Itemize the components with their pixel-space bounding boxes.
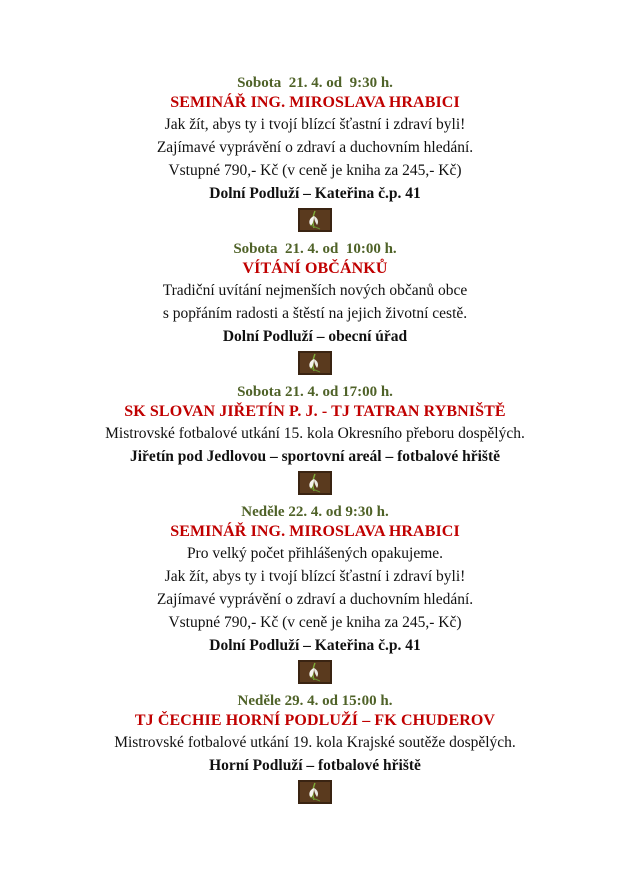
event-4 [0, 503, 630, 692]
event-title: SEMINÁŘ ING. MIROSLAVA HRABICI [170, 523, 460, 540]
separator [0, 348, 630, 383]
snowdrop-flower-icon [298, 780, 332, 804]
event-description-line: Zajímavé vyprávění o zdraví a duchovním hledání. [156, 139, 474, 156]
snowdrop-flower-icon [298, 660, 332, 684]
event-description-line: Jak žít, abys ty i tvojí blízcí šťastní i zdraví byli! [164, 568, 466, 585]
event-1 [0, 74, 630, 240]
event-date: Sobota 21. 4. od 10:00 h. [233, 241, 397, 257]
event-description-line: Zajímavé vyprávění o zdraví a duchovním hledání. [156, 591, 474, 608]
separator [0, 657, 630, 692]
event-5 [0, 692, 630, 812]
event-place: Jiřetín pod Jedlovou – sportovní areál – fotbalové hřiště [130, 448, 500, 465]
separator [0, 468, 630, 503]
event-place: Horní Podluží – fotbalové hřiště [209, 757, 421, 774]
snowdrop-flower-icon [298, 208, 332, 232]
event-3 [0, 383, 630, 503]
event-description-line: Vstupné 790,- Kč (v ceně je kniha za 245,- Kč) [168, 162, 462, 179]
event-description-line: Pro velký počet přihlášených opakujeme. [186, 545, 444, 562]
event-title: TJ ČECHIE HORNÍ PODLUŽÍ – FK CHUDEROV [134, 712, 496, 729]
snowdrop-flower-icon [298, 471, 332, 495]
event-date: Neděle 29. 4. od 15:00 h. [237, 693, 393, 709]
event-description-line: Mistrovské fotbalové utkání 19. kola Krajské soutěže dospělých. [114, 734, 516, 751]
event-date: Sobota 21. 4. od 9:30 h. [237, 75, 393, 91]
events-document [0, 74, 630, 812]
event-title: SEMINÁŘ ING. MIROSLAVA HRABICI [170, 94, 460, 111]
event-description-line: Jak žít, abys ty i tvojí blízcí šťastní i zdraví byli! [164, 116, 466, 133]
event-place: Dolní Podluží – obecní úřad [222, 328, 408, 345]
event-title: SK SLOVAN JIŘETÍN P. J. - TJ TATRAN RYBNIŠTĚ [124, 403, 506, 420]
event-title: VÍTÁNÍ OBČÁNKŮ [242, 260, 388, 277]
separator [0, 205, 630, 240]
separator [0, 777, 630, 812]
event-date: Sobota 21. 4. od 17:00 h. [237, 384, 393, 400]
event-date: Neděle 22. 4. od 9:30 h. [241, 504, 389, 520]
event-place: Dolní Podluží – Kateřina č.p. 41 [209, 637, 421, 654]
event-description-line: Mistrovské fotbalové utkání 15. kola Okresního přeboru dospělých. [105, 425, 525, 442]
event-description-line: Vstupné 790,- Kč (v ceně je kniha za 245,- Kč) [168, 614, 462, 631]
event-description-line: s popřáním radosti a štěstí na jejich životní cestě. [162, 305, 468, 322]
event-place: Dolní Podluží – Kateřina č.p. 41 [209, 185, 421, 202]
snowdrop-flower-icon [298, 351, 332, 375]
event-2 [0, 240, 630, 383]
event-description-line: Tradiční uvítání nejmenších nových občanů obce [162, 282, 468, 299]
